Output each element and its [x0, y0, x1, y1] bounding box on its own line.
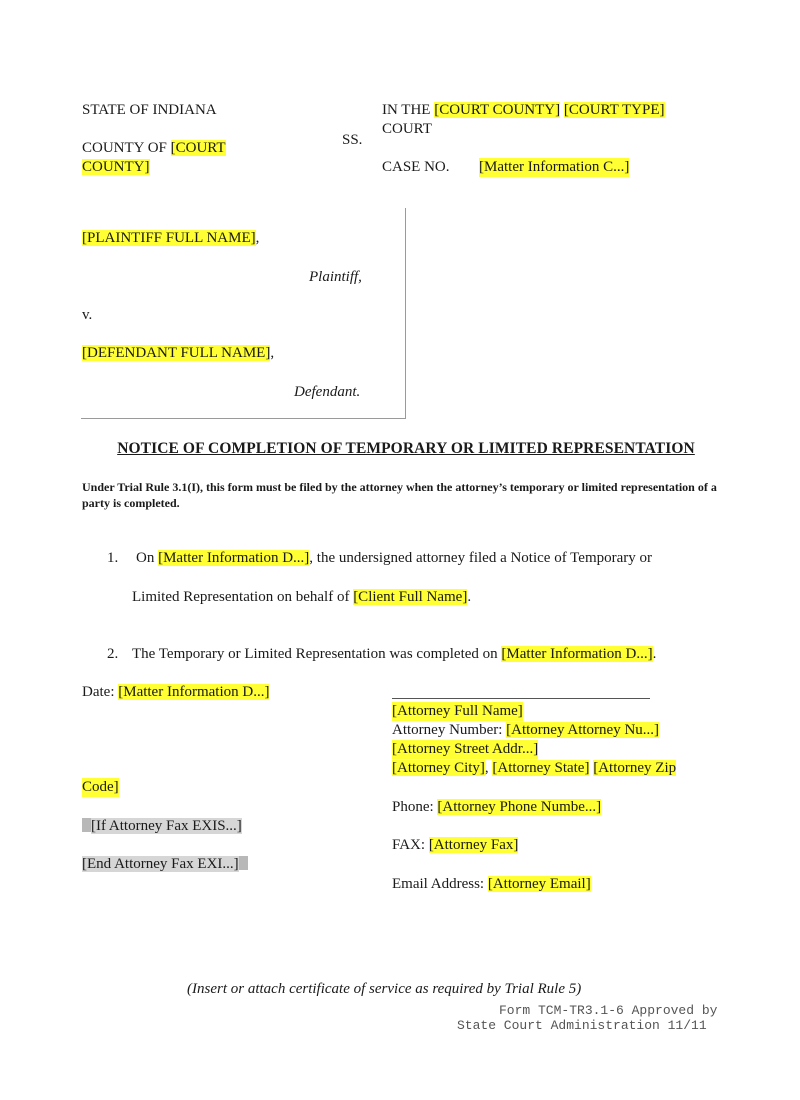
fax-if-field[interactable]: [If Attorney Fax EXIS...] [91, 818, 242, 834]
attorney-number-line [392, 721, 659, 740]
attorney-zip-field[interactable]: [Attorney Zip [593, 760, 677, 776]
plaintiff-line [82, 229, 259, 248]
fax-if-line [82, 817, 242, 836]
court-type-field[interactable]: [COURT TYPE] [563, 102, 665, 118]
county-line-2 [82, 158, 150, 177]
fax-line [392, 836, 518, 855]
item-1-on: On [136, 550, 159, 566]
court-word: COURT [382, 121, 432, 137]
ss-label: SS. [342, 132, 363, 148]
item-1-line-2 [132, 588, 471, 607]
item-2-end: . [652, 646, 657, 662]
item-1-l2-text: Limited Representation on behalf of [132, 589, 354, 605]
county-prefix: COUNTY OF [82, 140, 171, 156]
item-2-number: 2. [107, 646, 119, 662]
defendant-line [82, 344, 274, 363]
email-line [392, 875, 591, 894]
caption-box-bottom-border [81, 418, 406, 419]
phone-label: Phone: [392, 799, 438, 815]
attorney-zip-field-cont[interactable]: Code] [82, 779, 119, 795]
item-1-end: . [467, 589, 472, 605]
attorney-fax-field[interactable]: [Attorney Fax] [428, 837, 519, 853]
document-title: NOTICE OF COMPLETION OF TEMPORARY OR LIMITED REPRESENTATION [117, 440, 695, 457]
defendant-label: Defendant. [294, 384, 361, 400]
plaintiff-name-field[interactable]: [PLAINTIFF FULL NAME] [82, 230, 256, 246]
attorney-state-field[interactable]: [Attorney State] [492, 760, 590, 776]
fax-label: FAX: [392, 837, 429, 853]
attorney-number-label: Attorney Number: [392, 722, 507, 738]
city-comma: , [484, 760, 493, 776]
item-2-line [132, 645, 656, 664]
plaintiff-label: Plaintiff, [309, 269, 362, 285]
defendant-name-field[interactable]: [DEFENDANT FULL NAME] [82, 345, 271, 361]
item-2-text: The Temporary or Limited Representation was completed on [132, 646, 502, 662]
attorney-city-field[interactable]: [Attorney City] [392, 760, 485, 776]
form-approval-line-1: Form TCM-TR3.1-6 Approved by [499, 1003, 718, 1018]
form-approval-line-2: State Court Administration 11/11 [457, 1018, 707, 1033]
date-field[interactable]: [Matter Information D...] [118, 684, 270, 700]
attorney-number-field[interactable]: [Attorney Attorney Nu...] [506, 722, 660, 738]
item-1-number: 1. [107, 550, 119, 566]
court-county-field-cont[interactable]: COUNTY] [82, 159, 150, 175]
court-line [382, 101, 665, 120]
court-county-field[interactable]: [COURT [170, 140, 226, 156]
attorney-phone-field[interactable]: [Attorney Phone Numbe...] [437, 799, 602, 815]
item-1-date-field[interactable]: [Matter Information D...] [158, 550, 310, 566]
caption-box-right-border [405, 208, 406, 419]
fax-end-line [82, 855, 248, 874]
phone-line [392, 798, 601, 817]
signature-line [392, 698, 650, 699]
field-marker-icon-end [239, 856, 248, 870]
state-label: STATE OF INDIANA [82, 102, 217, 118]
case-no-label: CASE NO. [382, 159, 450, 175]
versus-label: v. [82, 307, 93, 323]
attorney-email-field[interactable]: [Attorney Email] [487, 876, 591, 892]
attorney-name-field[interactable]: [Attorney Full Name] [392, 703, 523, 719]
item-1-line-1 [136, 549, 652, 568]
item-1-text: , the undersigned attorney filed a Notice of Temporary or [309, 550, 653, 566]
instruction-text: Under Trial Rule 3.1(I), this form must be filed by the attorney when the attorney’s temporary or limited representation of a party is completed. [82, 480, 717, 510]
date-line [82, 683, 269, 702]
attorney-city-line [392, 759, 676, 778]
field-marker-icon [82, 818, 91, 832]
court-county-field-right[interactable]: [COURT COUNTY] [434, 102, 561, 118]
certificate-note: (Insert or attach certificate of service as required by Trial Rule 5) [187, 981, 582, 997]
case-no-field[interactable]: [Matter Information C...] [479, 159, 630, 175]
county-line [82, 139, 226, 158]
plaintiff-comma: , [255, 230, 260, 246]
court-prefix: IN THE [382, 102, 435, 118]
email-label: Email Address: [392, 876, 488, 892]
date-label: Date: [82, 684, 119, 700]
attorney-street-field[interactable]: [Attorney Street Addr...] [392, 741, 539, 757]
client-name-field[interactable]: [Client Full Name] [353, 589, 468, 605]
item-2-date-field[interactable]: [Matter Information D...] [501, 646, 653, 662]
fax-end-field[interactable]: [End Attorney Fax EXI...] [82, 856, 239, 872]
defendant-comma: , [270, 345, 275, 361]
